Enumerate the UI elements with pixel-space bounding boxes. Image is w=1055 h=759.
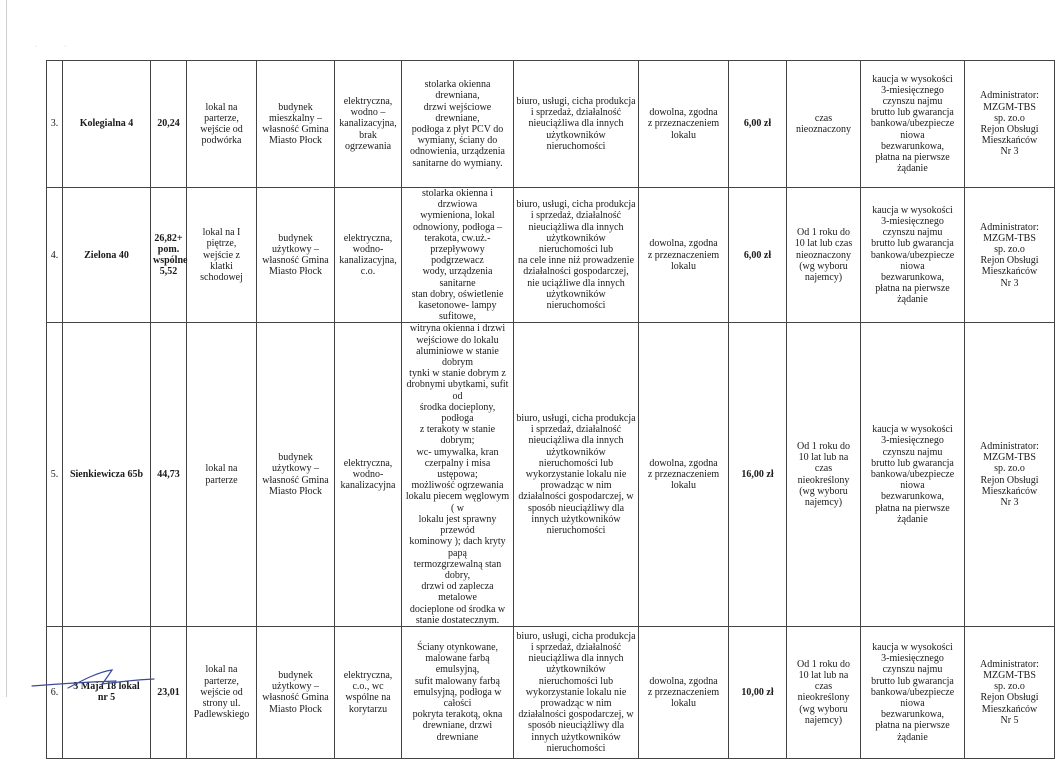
deposit-cell: kaucja w wysokości 3-miesięcznego czynszu najmu brutto lub gwarancja bankowa/ubezpiecze niowa bezwarunkowa, płatna na pierwsze żądanie bbox=[861, 323, 965, 626]
table-row bbox=[47, 626, 1055, 758]
period-cell: czas nieoznaczony bbox=[787, 61, 861, 188]
scan-specks: · · bbox=[35, 44, 66, 50]
period-cell: Od 1 roku do 10 lat lub na czas nieokreślony (wg wyboru najemcy) bbox=[787, 323, 861, 626]
utilities-cell: elektryczna, wodno – kanalizacyjna, brak ogrzewania bbox=[335, 61, 402, 188]
area-cell: 23,01 bbox=[151, 626, 187, 758]
condition-cell: stolarka okienna drewniana, drzwi wejściowe drewniane, podłoga z płyt PCV do wymiany, ściany do odnowienia, urządzenia sanitarne do wymiany. bbox=[402, 61, 514, 188]
rate-cell: 10,00 zł bbox=[729, 626, 787, 758]
signature-icon bbox=[28, 662, 158, 692]
row-number: 3. bbox=[47, 61, 63, 188]
location-cell: lokal na I piętrze, wejście z klatki schodowej bbox=[187, 188, 257, 323]
row-number: 5. bbox=[47, 323, 63, 626]
industry-cell: dowolna, zgodna z przeznaczeniem lokalu bbox=[639, 61, 729, 188]
purpose-cell: biuro, usługi, cicha produkcja i sprzedaż, działalność nieuciążliwa dla innych użytkowników nieruchomości bbox=[514, 61, 639, 188]
area-cell: 20,24 bbox=[151, 61, 187, 188]
premises-table bbox=[46, 60, 1055, 759]
purpose-cell: biuro, usługi, cicha produkcja i sprzedaż, działalność nieuciążliwa dla innych użytkowników nieruchomości lub na cele inne niż prowadzenie działalności gospodarczej, nie uciążliwe dla innych użytkowników nieruchomości bbox=[514, 188, 639, 323]
period-cell: Od 1 roku do 10 lat lub czas nieoznaczony (wg wyboru najemcy) bbox=[787, 188, 861, 323]
row-number: 4. bbox=[47, 188, 63, 323]
utilities-cell: elektryczna, wodno- kanalizacyjna bbox=[335, 323, 402, 626]
condition-cell: stolarka okienna i drzwiowa wymieniona, lokal odnowiony, podłoga – terakota, cw.uż.- przepływowy podgrzewacz wody, urządzenia sanitarne stan dobry, oświetlenie kasetonowe- lampy sufitowe, bbox=[402, 188, 514, 323]
admin-cell: Administrator: MZGM-TBS sp. zo.o Rejon Obsługi Mieszkańców Nr 3 bbox=[965, 61, 1055, 188]
building-cell: budynek mieszkalny – własność Gmina Miasto Płock bbox=[257, 61, 335, 188]
row-number: 6. bbox=[47, 626, 63, 758]
location-cell: lokal na parterze bbox=[187, 323, 257, 626]
industry-cell: dowolna, zgodna z przeznaczeniem lokalu bbox=[639, 188, 729, 323]
address-cell: Kolegialna 4 bbox=[63, 61, 151, 188]
admin-cell: Administrator: MZGM-TBS sp. zo.o Rejon Obsługi Mieszkańców Nr 5 bbox=[965, 626, 1055, 758]
deposit-cell: kaucja w wysokości 3-miesięcznego czynszu najmu brutto lub gwarancja bankowa/ubezpiecze niowa bezwarunkowa, płatna na pierwsze żądanie bbox=[861, 626, 965, 758]
building-cell: budynek użytkowy – własność Gmina Miasto Płock bbox=[257, 323, 335, 626]
condition-cell: Ściany otynkowane, malowane farbą emulsyjną, sufit malowany farbą emulsyjną, podłoga w całości pokryta terakotą, okna drewniane, drzwi drewniane bbox=[402, 626, 514, 758]
deposit-cell: kaucja w wysokości 3-miesięcznego czynszu najmu brutto lub gwarancja bankowa/ubezpiecze niowa bezwarunkowa, płatna na pierwsze żądanie bbox=[861, 188, 965, 323]
admin-cell: Administrator: MZGM-TBS sp. zo.o Rejon Obsługi Mieszkańców Nr 3 bbox=[965, 188, 1055, 323]
industry-cell: dowolna, zgodna z przeznaczeniem lokalu bbox=[639, 323, 729, 626]
location-cell: lokal na parterze, wejście od podwórka bbox=[187, 61, 257, 188]
location-cell: lokal na parterze, wejście od strony ul. Padlewskiego bbox=[187, 626, 257, 758]
period-cell: Od 1 roku do 10 lat lub na czas nieokreślony (wg wyboru najemcy) bbox=[787, 626, 861, 758]
table-row bbox=[47, 188, 1055, 323]
deposit-cell: kaucja w wysokości 3-miesięcznego czynszu najmu brutto lub gwarancja bankowa/ubezpiecze niowa bezwarunkowa, płatna na pierwsze żądanie bbox=[861, 61, 965, 188]
table-row bbox=[47, 61, 1055, 188]
address-cell: Sienkiewicza 65b bbox=[63, 323, 151, 626]
table-row bbox=[47, 323, 1055, 626]
condition-cell: witryna okienna i drzwi wejściowe do lokalu aluminiowe w stanie dobrym tynki w stanie dobrym z drobnymi ubytkami, sufit od środka docieplony, podłoga z terakoty w stanie dobrym; wc- umywalka, kran czerpalny i misa ustępowa; możliwość ogrzewania lokalu piecem węglowym ( w lokalu jest sprawny przewód kominowy ); dach kryty papą termozgrzewalną stan dobry, drzwi od zaplecza metalowe docieplone od środka w stanie dostatecznym. bbox=[402, 323, 514, 626]
address-cell: Zielona 40 bbox=[63, 188, 151, 323]
utilities-cell: elektryczna, wodno- kanalizacyjna, c.o. bbox=[335, 188, 402, 323]
area-cell: 26,82+ pom. wspólne 5,52 bbox=[151, 188, 187, 323]
area-cell: 44,73 bbox=[151, 323, 187, 626]
building-cell: budynek użytkowy – własność Gmina Miasto Płock bbox=[257, 626, 335, 758]
admin-cell: Administrator: MZGM-TBS sp. zo.o Rejon Obsługi Mieszkańców Nr 3 bbox=[965, 323, 1055, 626]
purpose-cell: biuro, usługi, cicha produkcja i sprzedaż, działalność nieuciążliwa dla innych użytkowników nieruchomości lub wykorzystanie lokalu nie prowadząc w nim działalności gospodarczej, w sposób nieuciążliwy dla innych użytkowników nieruchomości bbox=[514, 323, 639, 626]
industry-cell: dowolna, zgodna z przeznaczeniem lokalu bbox=[639, 626, 729, 758]
rate-cell: 6,00 zł bbox=[729, 61, 787, 188]
building-cell: budynek użytkowy – własność Gmina Miasto Płock bbox=[257, 188, 335, 323]
address-cell: 3 Maja 18 lokal nr 5 bbox=[63, 626, 151, 758]
rate-cell: 6,00 zł bbox=[729, 188, 787, 323]
rate-cell: 16,00 zł bbox=[729, 323, 787, 626]
utilities-cell: elektryczna, c.o., wc wspólne na korytarzu bbox=[335, 626, 402, 758]
purpose-cell: biuro, usługi, cicha produkcja i sprzedaż, działalność nieuciążliwa dla innych użytkowników nieruchomości lub wykorzystanie lokalu nie prowadząc w nim działalności gospodarczej, w sposób nieuciążliwy dla innych użytkowników nieruchomości bbox=[514, 626, 639, 758]
page-edge bbox=[6, 0, 7, 697]
